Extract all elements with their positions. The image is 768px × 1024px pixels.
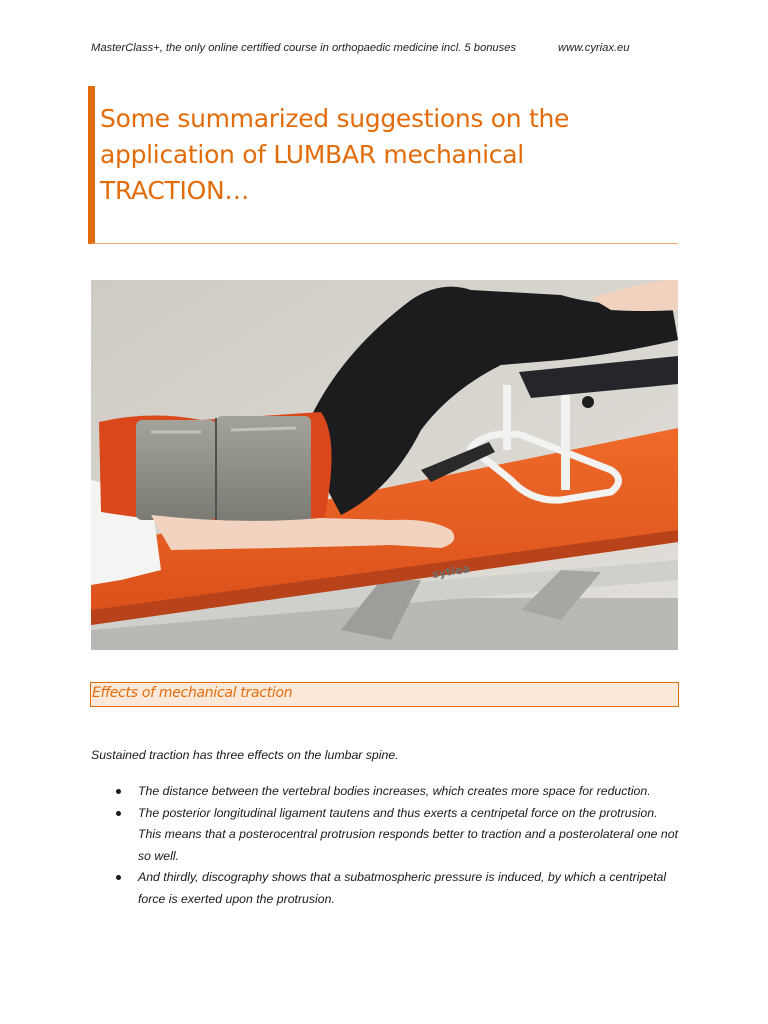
list-item-text: And thirdly, discography shows that a subatmospheric pressure is induced, by which a centripetal force is exerted upon the protrusion.	[138, 870, 667, 906]
section-heading: Effects of mechanical traction	[92, 685, 293, 701]
title-line-3: TRACTION…	[100, 176, 250, 205]
belt-buckle-line-2	[231, 428, 296, 430]
traction-photo	[91, 280, 678, 650]
intro-paragraph: Sustained traction has three effects on the lumbar spine.	[91, 748, 399, 762]
thoracic-belt	[216, 416, 311, 522]
section-heading-bar	[90, 682, 679, 707]
page-title	[100, 101, 620, 209]
effects-list	[91, 781, 681, 910]
bullet-dot-icon	[116, 875, 121, 880]
list-item-text: The posterior longitudinal ligament tautens and thus exerts a centripetal force on the protrusion. This means that a posterocentral protrusion responds better to traction and a posterolateral one not so well.	[138, 805, 679, 863]
title-block	[88, 86, 678, 244]
list-item	[91, 867, 681, 910]
legrest-post-left	[503, 385, 511, 450]
table-brand-label: sytiea	[431, 562, 471, 581]
title-line-1: Some summarized suggestions on the	[100, 104, 570, 133]
list-item-text: The distance between the vertebral bodies increases, which creates more space for reduction.	[138, 784, 651, 798]
title-line-2: application of LUMBAR mechanical	[100, 140, 524, 169]
header-course-text: MasterClass+, the only online certified course in orthopaedic medicine incl. 5 bonuses	[91, 42, 517, 54]
bullet-dot-icon	[116, 789, 121, 794]
bullet-dot-icon	[116, 811, 121, 816]
list-item	[91, 781, 681, 803]
patient-arm	[151, 515, 454, 550]
running-header	[91, 42, 681, 54]
pelvic-belt	[136, 420, 216, 520]
traction-photo-illustration	[91, 280, 678, 650]
list-item	[91, 803, 681, 868]
legrest-post-right	[561, 390, 570, 490]
header-website-text: www.cyriax.eu	[558, 42, 630, 54]
legrest-knob	[582, 396, 594, 408]
